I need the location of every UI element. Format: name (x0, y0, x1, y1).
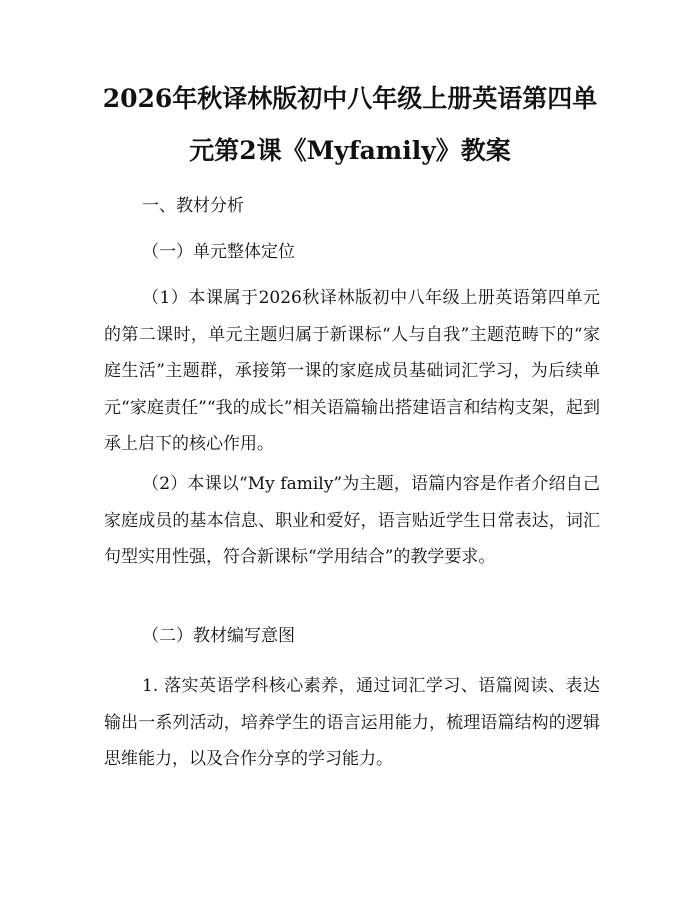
subsection-heading-design-intent: （二）教材编写意图 (142, 626, 295, 646)
document-title-line-1: 2026年秋译林版初中八年级上册英语第四单 (102, 84, 598, 113)
section-heading-textbook-analysis: 一、教材分析 (142, 196, 244, 216)
paragraph-design-intent-1: 1. 落实英语学科核心素养，通过词汇学习、语篇阅读、表达输出一系列活动，培养学生的语言运用能力，梳理语篇结构的逻辑思维能力，以及合作分享的学习能力。 (104, 676, 600, 769)
subsection-heading-unit-positioning: （一）单元整体定位 (142, 242, 295, 262)
paragraph-unit-positioning-1: （1）本课属于2026秋译林版初中八年级上册英语第四单元的第二课时，单元主题归属于新课标“人与自我”主题范畴下的“家庭生活”主题群，承接第一课的家庭成员基础词汇学习，为后续单元“家庭责任”“我的成长”相关语篇输出搭建语言和结构支架，起到承上启下的核心作用。 (104, 288, 600, 454)
paragraph-unit-positioning-2: （2）本课以“My family”为主题，语篇内容是作者介绍自己家庭成员的基本信息、职业和爱好，语言贴近学生日常表达，词汇句型实用性强，符合新课标“学用结合”的教学要求。 (104, 474, 600, 567)
document-title-line-2: 元第2课《Myfamily》教案 (189, 136, 511, 165)
